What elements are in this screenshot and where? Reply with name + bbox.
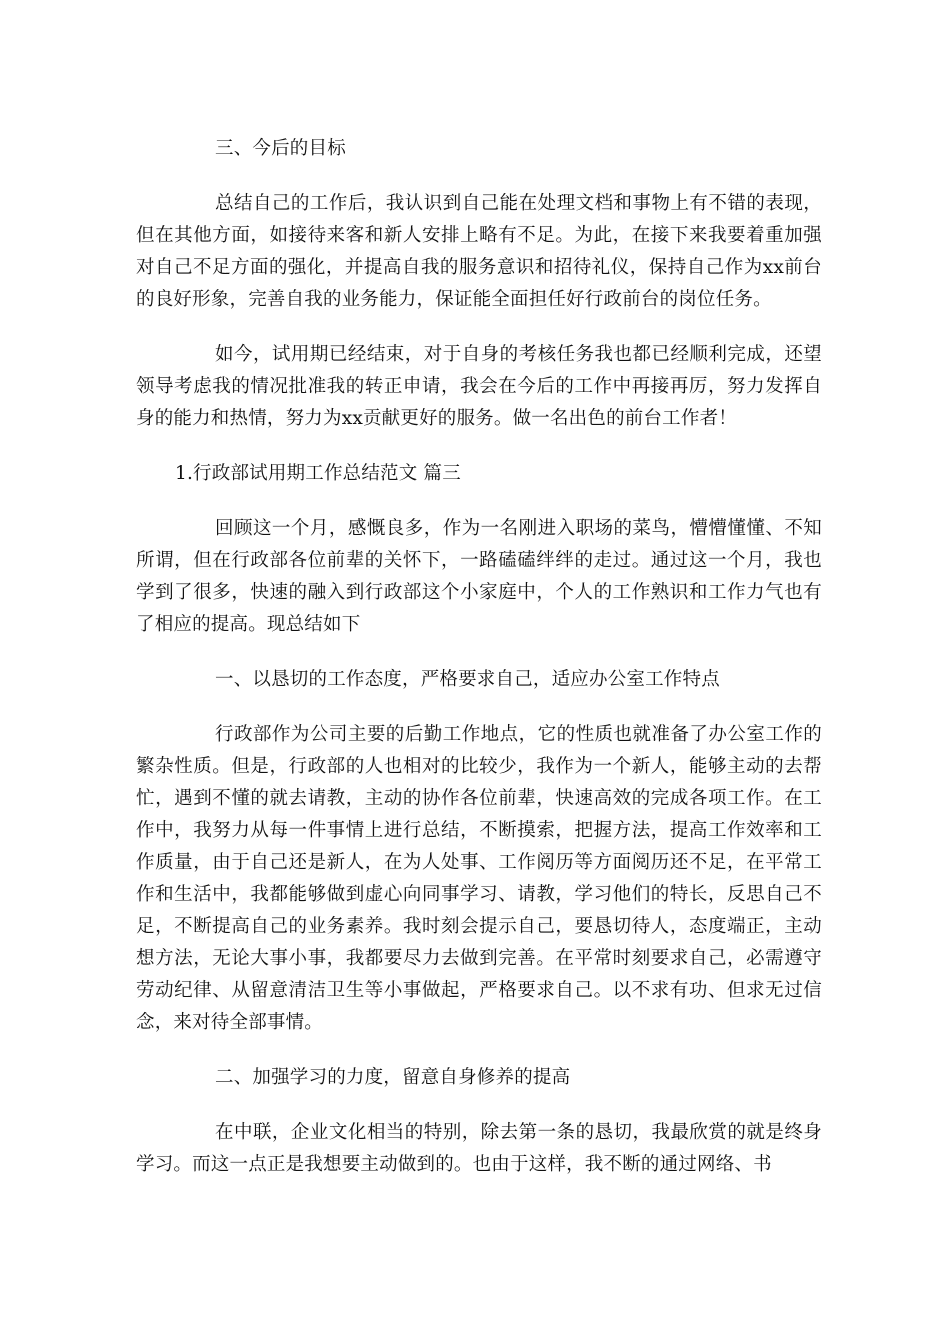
section-heading-future-goals: 三、今后的目标 xyxy=(215,138,346,159)
section-heading-work-attitude: 一、以恳切的工作态度，严格要求自己，适应办公室工作特点 xyxy=(215,669,720,690)
paragraph-admin-work: 行政部作为公司主要的后勤工作地点，它的性质也就准备了办公室工作的繁杂性质。但是，行政部的人也相对的比较少，我作为一个新人，能够主动的去帮忙，遇到不懂的就去请教，主动的协作各位前辈，快速高效的完成各项工作。在工作中，我努力从每一件事情上进行总结，不断摸索，把握方法，提高工作效率和工作质量，由于自己还是新人，在为人处事、工作阅历等方面阅历还不足，在平常工作和生活中，我都能够做到虚心向同事学习、请教，学习他们的特长，反思自己不足，不断提高自己的业务素养。我时刻会提示自己，要恳切待人，态度端正，主动想方法，无论大事小事，我都要尽力去做到完善。在平常时刻要求自己，必需遵守劳动纪律、从留意清洁卫生等小事做起，严格要求自己。以不求有功、但求无过信念，来对待全部事情。 xyxy=(136,724,822,1033)
article-title-part-three: 1.行政部试用期工作总结范文 篇三 xyxy=(175,463,461,484)
paragraph-self-assessment: 总结自己的工作后，我认识到自己能在处理文档和事物上有不错的表现，但在其他方面，如接待来客和新人安排上略有不足。为此，在接下来我要着重加强对自己不足方面的强化，并提高自我的服务意识和招待礼仪，保持自己作为xx前台的良好形象，完善自我的业务能力，保证能全面担任好行政前台的岗位任务。 xyxy=(136,193,822,310)
paragraph-probation-end: 如今，试用期已经结束，对于自身的考核任务我也都已经顺利完成，还望领导考虑我的情况批准我的转正申请，我会在今后的工作中再接再厉，努力发挥自身的能力和热情，努力为xx贡献更好的服务。做一名出色的前台工作者！ xyxy=(136,344,822,429)
paragraph-review-month: 回顾这一个月，感慨良多，作为一名刚进入职场的菜鸟，懵懵懂懂、不知所谓，但在行政部各位前辈的关怀下，一路磕磕绊绊的走过。通过这一个月，我也学到了很多，快速的融入到行政部这个小家庭中，个人的工作熟识和工作力气也有了相应的提高。现总结如下 xyxy=(136,518,822,635)
section-heading-learning: 二、加强学习的力度，留意自身修养的提高 xyxy=(215,1067,571,1088)
paragraph-lifelong-learning: 在中联，企业文化相当的特别，除去第一条的恳切，我最欣赏的就是终身学习。而这一点正是我想要主动做到的。也由于这样，我不断的通过网络、书 xyxy=(136,1122,822,1175)
document-body xyxy=(136,133,822,1181)
